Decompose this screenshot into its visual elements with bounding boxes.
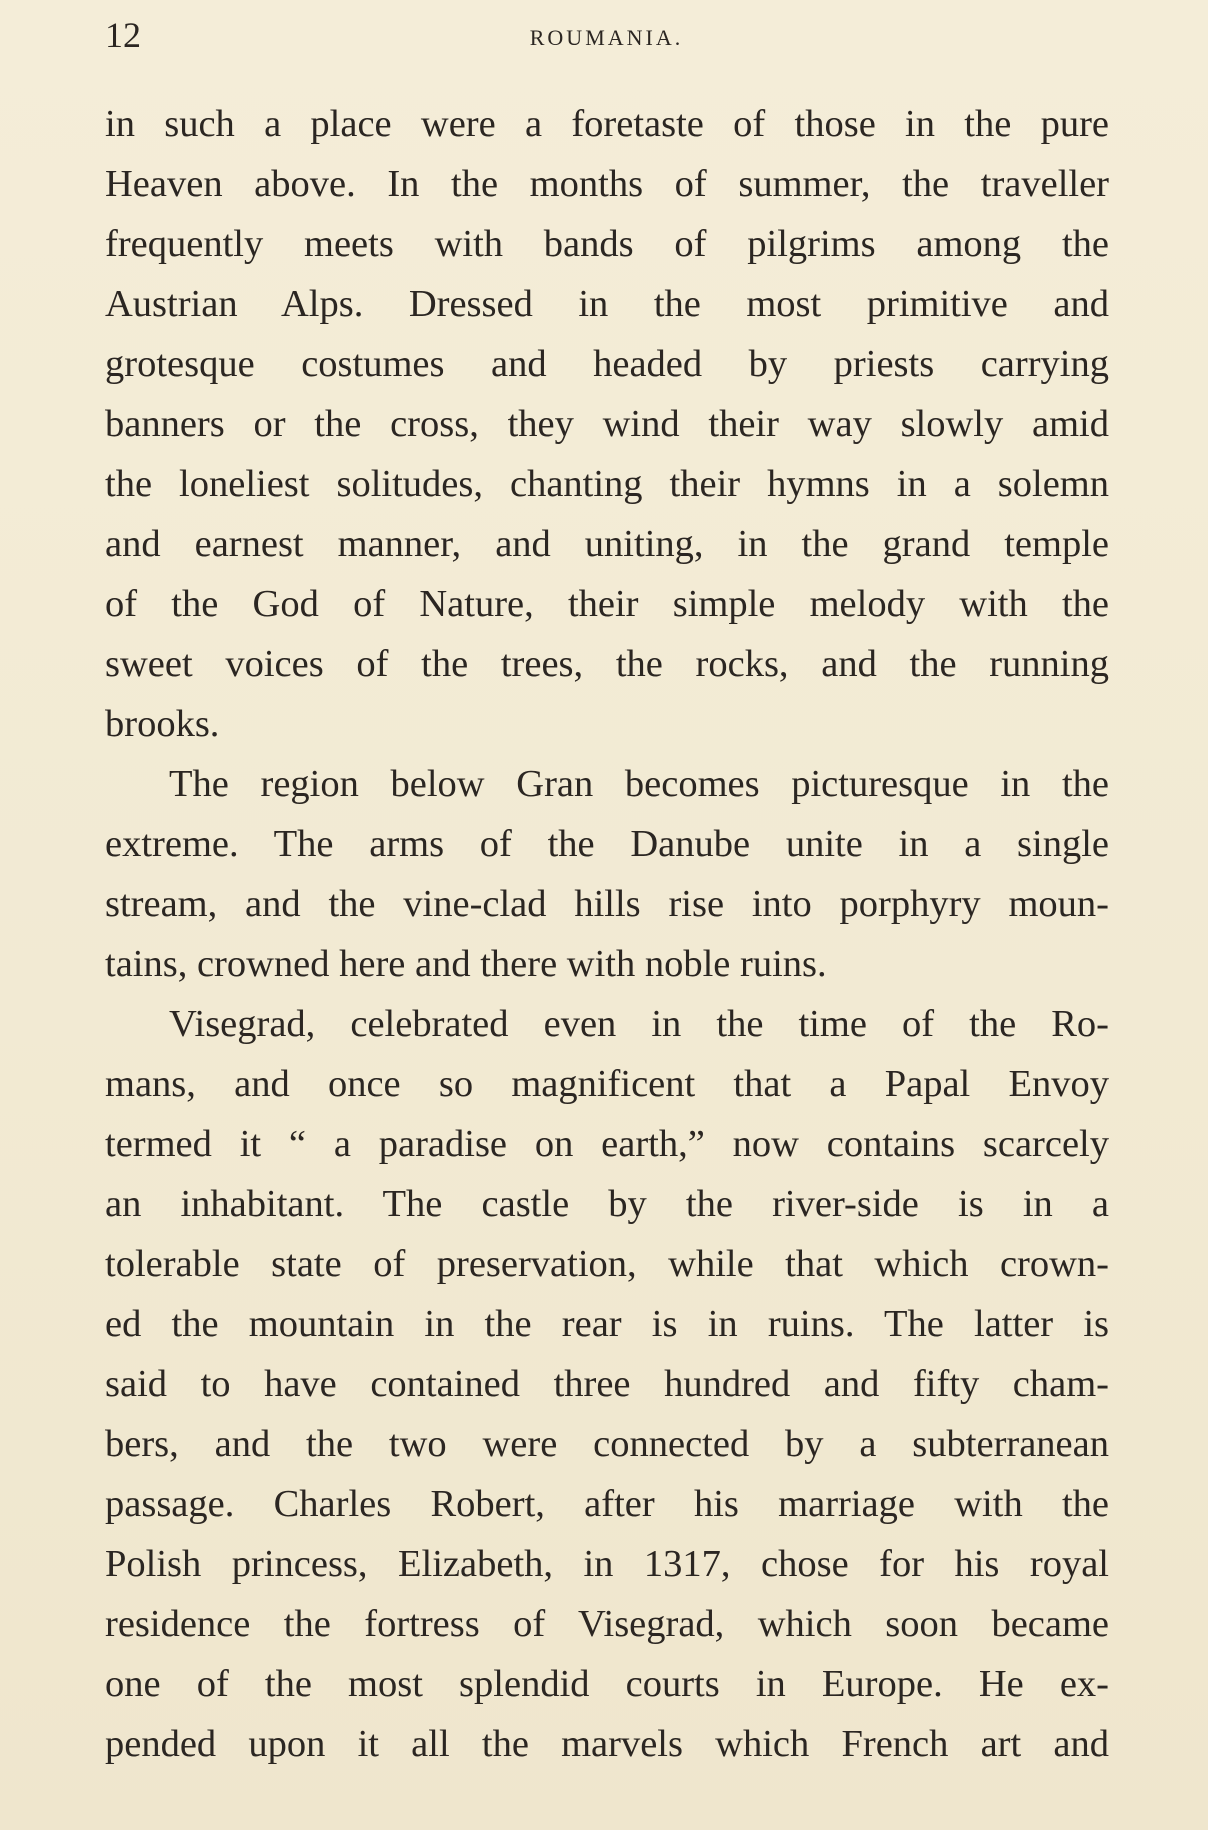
text-line: grotesque costumes and headed by priests carrying: [105, 343, 1109, 385]
paragraph-2: [105, 754, 1109, 994]
body-text: [105, 94, 1109, 1774]
text-line: Austrian Alps. Dressed in the most primitive and: [105, 283, 1109, 325]
text-line: and earnest manner, and uniting, in the grand temple: [105, 523, 1109, 565]
text-line: passage. Charles Robert, after his marriage with the: [105, 1483, 1109, 1525]
text-line: residence the fortress of Visegrad, which soon became: [105, 1603, 1109, 1645]
text-line: ed the mountain in the rear is in ruins. The latter is: [105, 1303, 1109, 1345]
text-line: tains, crowned here and there with noble ruins.: [105, 943, 827, 985]
text-line: tolerable state of preservation, while that which crown-: [105, 1243, 1109, 1285]
paragraph-3: [105, 994, 1109, 1774]
text-line: brooks.: [105, 703, 220, 745]
page-number: 12: [105, 15, 141, 55]
page-header: [105, 10, 1108, 60]
text-line: sweet voices of the trees, the rocks, and the running: [105, 643, 1109, 685]
text-line: an inhabitant. The castle by the river-side is in a: [105, 1183, 1109, 1225]
running-head: ROUMANIA.: [529, 25, 684, 50]
text-line: Visegrad, celebrated even in the time of the Ro-: [169, 1003, 1109, 1045]
text-line: the loneliest solitudes, chanting their hymns in a solemn: [105, 463, 1109, 505]
text-line: termed it “ a paradise on earth,” now contains scarcely: [105, 1123, 1109, 1165]
text-line: one of the most splendid courts in Europe. He ex-: [105, 1663, 1109, 1705]
text-line: in such a place were a foretaste of those in the pure: [105, 103, 1109, 145]
text-line: bers, and the two were connected by a subterranean: [105, 1423, 1109, 1465]
text-line: frequently meets with bands of pilgrims among the: [105, 223, 1109, 265]
text-line: The region below Gran becomes picturesque in the: [169, 763, 1109, 805]
text-line: pended upon it all the marvels which French art and: [105, 1723, 1109, 1765]
text-line: stream, and the vine-clad hills rise into porphyry moun-: [105, 883, 1109, 925]
text-line: banners or the cross, they wind their way slowly amid: [105, 403, 1109, 445]
text-line: of the God of Nature, their simple melody with the: [105, 583, 1109, 625]
text-line: Heaven above. In the months of summer, the traveller: [105, 163, 1109, 205]
text-line: extreme. The arms of the Danube unite in a single: [105, 823, 1109, 865]
paragraph-1: [105, 94, 1109, 754]
text-line: mans, and once so magnificent that a Papal Envoy: [105, 1063, 1109, 1105]
text-line: Polish princess, Elizabeth, in 1317, chose for his royal: [105, 1543, 1109, 1585]
text-line: said to have contained three hundred and fifty cham-: [105, 1363, 1109, 1405]
